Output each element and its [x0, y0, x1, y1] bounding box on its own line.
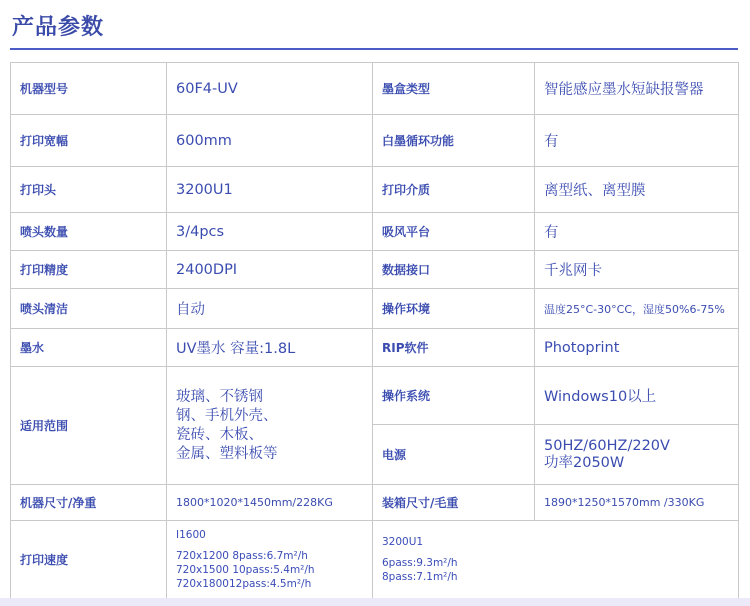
nozzle-count-label: 喷头数量 [11, 213, 167, 251]
speed-head: 3200U1 [382, 536, 424, 548]
media-value: 离型纸、离型膜 [535, 167, 739, 213]
cleaning-label: 喷头清洁 [11, 289, 167, 329]
table-row [11, 115, 739, 167]
table-row [11, 63, 739, 115]
power-label: 电源 [373, 425, 535, 485]
table-row [11, 367, 739, 425]
pack-value: 1890*1250*1570mm /330KG [535, 485, 739, 521]
speed-line: 720x180012pass:4.5m²/h [176, 578, 312, 590]
speed-i1600-cell [167, 521, 373, 599]
rip-label: RIP软件 [373, 329, 535, 367]
head-label: 打印头 [11, 167, 167, 213]
title-divider [10, 48, 738, 50]
table-row [11, 213, 739, 251]
nozzle-count-value: 3/4pcs [167, 213, 373, 251]
scope-line: 瓷砖、木板、 [176, 426, 263, 443]
cleaning-value: 自动 [167, 289, 373, 329]
speed-line: 6pass:9.3m²/h [382, 557, 458, 569]
table-row [11, 167, 739, 213]
table-row [11, 251, 739, 289]
width-value: 600mm [167, 115, 373, 167]
size-label: 机器尺寸/净重 [11, 485, 167, 521]
speed-head: I1600 [176, 529, 206, 541]
white-ink-label: 白墨循环功能 [373, 115, 535, 167]
ink-value: UV墨水 容量:1.8L [167, 329, 373, 367]
speed-line: 8pass:7.1m²/h [382, 571, 458, 583]
speed-line: 720x1200 8pass:6.7m²/h [176, 550, 308, 562]
table-row [11, 289, 739, 329]
environment-label: 操作环境 [373, 289, 535, 329]
white-ink-value: 有 [535, 115, 739, 167]
interface-value: 千兆网卡 [535, 251, 739, 289]
scope-line: 玻璃、不锈钢 [176, 388, 263, 405]
scope-label: 适用范围 [11, 367, 167, 485]
suction-value: 有 [535, 213, 739, 251]
pack-label: 装箱尺寸/毛重 [373, 485, 535, 521]
speed-label: 打印速度 [11, 521, 167, 599]
model-label: 机器型号 [11, 63, 167, 115]
page-title: 产品参数 [12, 14, 105, 40]
os-value: Windows10以上 [535, 367, 739, 425]
power-line: 50HZ/60HZ/220V [544, 437, 670, 454]
environment-value: 温度25°C-30°CC，湿度50%6-75% [535, 289, 739, 329]
size-value: 1800*1020*1450mm/228KG [167, 485, 373, 521]
media-label: 打印介质 [373, 167, 535, 213]
precision-value: 2400DPI [167, 251, 373, 289]
scope-line: 金属、塑料板等 [176, 445, 278, 462]
head-value: 3200U1 [167, 167, 373, 213]
speed-line: 720x1500 10pass:5.4m²/h [176, 564, 315, 576]
interface-label: 数据接口 [373, 251, 535, 289]
table-row [11, 485, 739, 521]
bottom-band [0, 598, 750, 606]
ink-label: 墨水 [11, 329, 167, 367]
width-label: 打印宽幅 [11, 115, 167, 167]
scope-line: 钢、手机外壳、 [176, 407, 278, 424]
ink-box-label: 墨盒类型 [373, 63, 535, 115]
power-value [535, 425, 739, 485]
model-value: 60F4-UV [167, 63, 373, 115]
spec-table [10, 62, 739, 599]
speed-3200u1-cell [373, 521, 739, 599]
scope-value [167, 367, 373, 485]
power-line: 功率2050W [544, 454, 625, 471]
table-row [11, 521, 739, 599]
ink-box-value: 智能感应墨水短缺报警器 [535, 63, 739, 115]
table-row [11, 329, 739, 367]
suction-label: 吸风平台 [373, 213, 535, 251]
precision-label: 打印精度 [11, 251, 167, 289]
os-label: 操作系统 [373, 367, 535, 425]
rip-value: Photoprint [535, 329, 739, 367]
